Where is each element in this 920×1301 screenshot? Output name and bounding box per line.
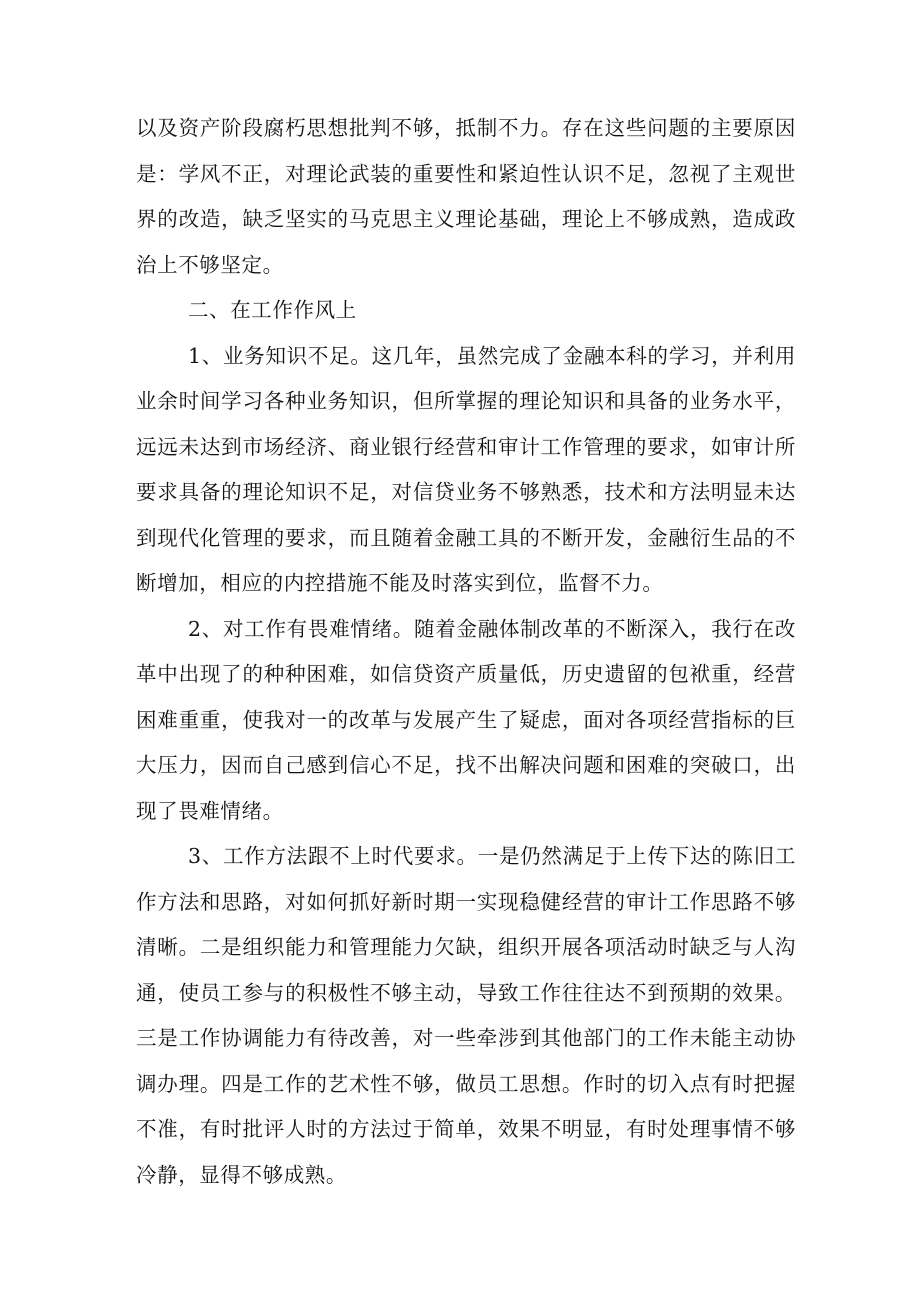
paragraph-item-1: 1、业务知识不足。这几年，虽然完成了金融本科的学习，并利用业余时间学习各种业务知识，但所掌握的理论知识和具备的业务水平，远远未达到市场经济、商业银行经营和审计工作管理的要求，如审计所要求具备的理论知识不足，对信贷业务不够熟悉，技术和方法明显未达到现代化管理的要求，而且随着金融工具的不断开发，金融衍生品的不断增加，相应的内控措施不能及时落实到位，监督不力。 <box>136 343 796 595</box>
section-heading: 二、在工作作风上 <box>188 298 357 322</box>
paragraph-continuation: 以及资产阶段腐朽思想批判不够，抵制不力。存在这些问题的主要原因是：学风不正，对理论武装的重要性和紧迫性认识不足，忽视了主观世界的改造，缺乏坚实的马克思主义理论基础，理论上不够成熟，造成政治上不够坚定。 <box>136 116 796 277</box>
paragraph-item-2: 2、对工作有畏难情绪。随着金融体制改革的不断深入，我行在改革中出现了的种种困难，如信贷资产质量低，历史遗留的包袱重，经营困难重重，使我对一的改革与发展产生了疑虑，面对各项经营指标的巨大压力，因而自己感到信心不足，找不出解决问题和困难的突破口，出现了畏难情绪。 <box>136 616 796 823</box>
document-body <box>136 106 796 1198</box>
paragraph-item-3: 3、工作方法跟不上时代要求。一是仍然满足于上传下达的陈旧工作方法和思路，对如何抓好新时期一实现稳健经营的审计工作思路不够清晰。二是组织能力和管理能力欠缺，组织开展各项活动时缺乏与人沟通，使员工参与的积极性不够主动，导致工作往往达不到预期的效果。三是工作协调能力有待改善，对一些牵涉到其他部门的工作未能主动协调办理。四是工作的艺术性不够，做员工思想。作时的切入点有时把握不准，有时批评人时的方法过于简单，效果不明显，有时处理事情不够冷静，显得不够成熟。 <box>136 844 796 1187</box>
